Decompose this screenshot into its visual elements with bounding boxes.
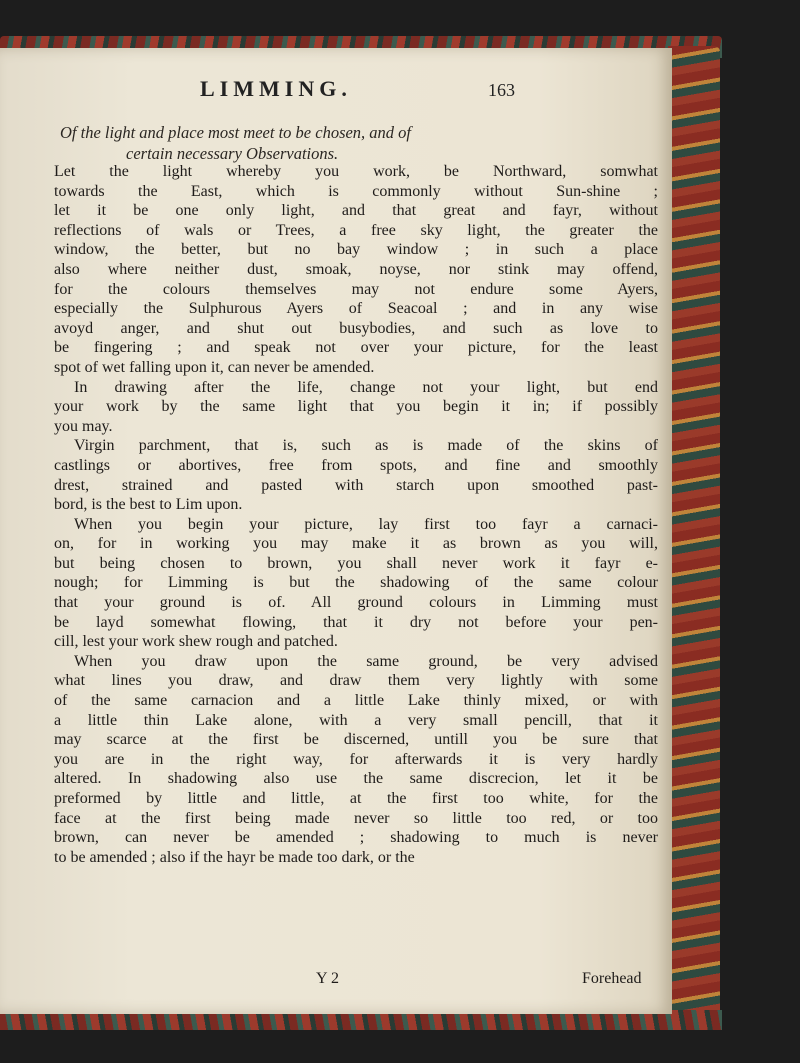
signature-mark: Y 2: [316, 970, 339, 987]
text-line: towards the East, which is commonly without Sun-shine ;: [54, 182, 658, 200]
paragraph: [54, 436, 658, 514]
text-line: Let the light whereby you work, be Northward, somwhat: [54, 163, 658, 180]
text-line: let it be one only light, and that great and fayr, without: [54, 202, 658, 220]
text-line: face at the first being made never so little too red, or too: [54, 809, 658, 827]
text-line: altered. In shadowing also use the same discrecion, let it be: [54, 770, 658, 788]
text-line: drest, strained and pasted with starch upon smoothed past-: [54, 476, 658, 494]
text-line: that your ground is of. All ground colours in Limming must: [54, 594, 658, 612]
text-line: When you draw upon the same ground, be very advised: [74, 652, 658, 670]
page: [0, 48, 672, 1014]
text-line: preformed by little and little, at the first too white, for the: [54, 790, 658, 807]
text-line: for the colours themselves may not endure some Ayers,: [54, 280, 658, 298]
text-line: your work by the same light that you begin it in; if possibly: [54, 398, 658, 416]
running-title: LIMMING.: [200, 76, 352, 101]
text-line: Virgin parchment, that is, such as is made of the skins of: [74, 437, 658, 455]
paragraph: [54, 162, 658, 378]
marbled-cover-right: [668, 46, 720, 1016]
paragraph: [54, 515, 658, 652]
body-text: [54, 162, 658, 867]
text-line: be layd somewhat flowing, that it dry not before your pen-: [54, 613, 658, 631]
catchword: Forehead: [582, 970, 642, 987]
section-heading-line-2: certain necessary Observations.: [126, 144, 339, 163]
text-line: especially the Sulphurous Ayers of Seacoal ; and in any wise: [54, 300, 658, 318]
text-line: you are in the right way, for afterwards it is very hardly: [54, 750, 658, 768]
text-line: spot of wet falling upon it, can never be amended.: [54, 358, 375, 376]
text-line: castlings or abortives, free from spots, and fine and smoothly: [54, 456, 658, 474]
text-line: cill, lest your work shew rough and patched.: [54, 633, 338, 651]
text-line: window, the better, but no bay window ; in such a place: [54, 241, 658, 259]
text-line: what lines you draw, and draw them very lightly with some: [54, 672, 658, 690]
text-line: of the same carnacion and a little Lake thinly mixed, or with: [54, 692, 658, 710]
text-line: also where neither dust, smoak, noyse, nor stink may offend,: [54, 260, 658, 278]
text-line: brown, can never be amended ; shadowing to much is never: [54, 829, 658, 847]
section-heading-line-1: Of the light and place most meet to be chosen, and of: [60, 123, 412, 142]
text-line: you may.: [54, 417, 113, 435]
paragraph: [54, 652, 658, 868]
text-line: may scarce at the first be discerned, untill you be sure that: [54, 731, 658, 749]
text-line: nough; for Limming is but the shadowing of the same colour: [54, 574, 658, 592]
text-line: In drawing after the life, change not your light, but end: [74, 378, 658, 396]
text-line: bord, is the best to Lim upon.: [54, 496, 243, 514]
text-line: a little thin Lake alone, with a very small pencill, that it: [54, 711, 658, 729]
page-number: 163: [488, 80, 515, 100]
paragraph: [54, 378, 658, 437]
text-line: reflections of wals or Trees, a free sky light, the greater the: [54, 221, 658, 239]
text-line: but being chosen to brown, you shall never work it fayr e-: [54, 554, 658, 572]
text-line: When you begin your picture, lay first too fayr a carnaci-: [74, 515, 658, 533]
text-line: avoyd anger, and shut out busybodies, and such as love to: [54, 319, 658, 337]
text-line: be fingering ; and speak not over your picture, for the least: [54, 339, 658, 357]
section-heading: [60, 122, 660, 164]
text-line: on, for in working you may make it as brown as you will,: [54, 535, 658, 553]
text-line: to be amended ; also if the hayr be made too dark, or the: [54, 848, 415, 866]
